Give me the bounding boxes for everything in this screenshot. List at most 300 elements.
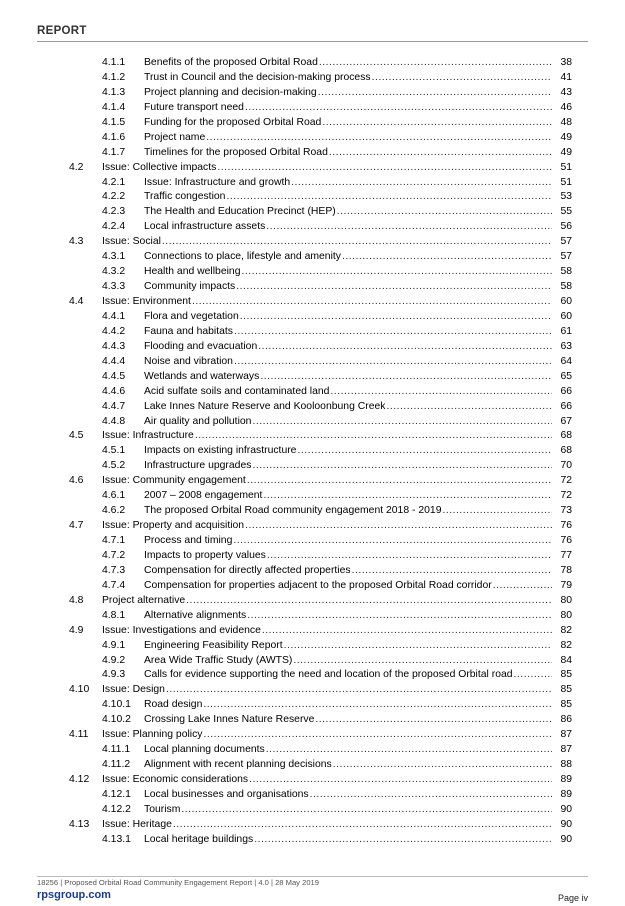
- toc-entry-page: 49: [559, 146, 572, 161]
- toc-entry-text: [144, 265, 552, 280]
- toc-entry-page: 60: [559, 310, 572, 325]
- toc-entry-page: 90: [559, 803, 572, 818]
- toc-entry[interactable]: [0, 639, 625, 654]
- toc-entry-number: 4.2.1: [102, 176, 126, 188]
- toc-entry-page: 68: [559, 429, 572, 444]
- dot-leader: [333, 758, 552, 773]
- toc-entry-number: 4.4.5: [102, 370, 126, 382]
- toc-entry-title: Issue: Planning policy: [102, 728, 204, 743]
- dot-leader: [342, 250, 552, 265]
- toc-entry[interactable]: [0, 265, 625, 280]
- toc-entry-title: Infrastructure upgrades: [144, 459, 252, 474]
- toc-entry-page: 43: [559, 86, 572, 101]
- toc-entry-number: 4.2.2: [102, 191, 126, 203]
- toc-entry-number: 4.5.2: [102, 460, 126, 472]
- toc-entry-number: 4.3.3: [102, 281, 126, 293]
- toc-entry-page: 82: [559, 624, 572, 639]
- dot-leader: [322, 116, 552, 131]
- dot-leader: [267, 549, 552, 564]
- toc-entry-title: Area Wide Traffic Study (AWTS): [144, 654, 293, 669]
- toc-entry-page: 90: [559, 833, 572, 848]
- toc-entry-number: 4.11.1: [102, 744, 131, 756]
- toc-entry-page: 46: [559, 101, 572, 116]
- toc-entry-title: Connections to place, lifestyle and amenity: [144, 250, 342, 265]
- toc-entry[interactable]: [0, 340, 625, 355]
- toc-entry[interactable]: [0, 624, 625, 639]
- toc-entry[interactable]: [0, 161, 625, 176]
- toc-entry-text: [144, 698, 552, 713]
- toc-entry-page: 63: [559, 340, 572, 355]
- toc-entry-title: Lake Innes Nature Reserve and Kooloonbung Creek: [144, 400, 386, 415]
- toc-entry[interactable]: [0, 713, 625, 728]
- toc-entry-title: Health and wellbeing: [144, 265, 241, 280]
- toc-entry[interactable]: [0, 444, 625, 459]
- toc-entry-text: [144, 654, 552, 669]
- toc-entry-title: Issue: Heritage: [102, 818, 173, 833]
- toc-entry-page: 72: [559, 474, 572, 489]
- header-divider: [37, 41, 588, 42]
- toc-entry-number: 4.2.3: [102, 206, 126, 218]
- toc-entry-number: 4.4.3: [102, 340, 126, 352]
- toc-entry[interactable]: [0, 280, 625, 295]
- toc-entry-title: 2007 – 2008 engagement: [144, 489, 263, 504]
- toc-entry[interactable]: [0, 385, 625, 400]
- toc-entry-page: 61: [559, 325, 572, 340]
- toc-entry-title: Road design: [144, 698, 203, 713]
- dot-leader: [262, 624, 552, 639]
- toc-entry-title: Air quality and pollution: [144, 415, 252, 430]
- toc-entry-title: Issue: Environment: [102, 295, 192, 310]
- dot-leader: [263, 489, 552, 504]
- toc-entry-number: 4.5.1: [102, 445, 126, 457]
- toc-entry-title: Community impacts: [144, 280, 236, 295]
- toc-entry[interactable]: [0, 101, 625, 116]
- toc-entry-page: 76: [559, 534, 572, 549]
- toc-entry-number: 4.7.1: [102, 535, 126, 546]
- toc-entry-number: 4.1.2: [102, 71, 126, 83]
- toc-entry-number: 4.1.5: [102, 116, 126, 128]
- toc-entry-page: 68: [559, 444, 572, 459]
- toc-entry-page: 80: [559, 609, 572, 624]
- dot-leader: [247, 474, 552, 489]
- toc-entry-text: [144, 549, 552, 564]
- toc-entry[interactable]: [0, 370, 625, 385]
- toc-entry[interactable]: [0, 668, 625, 683]
- dot-leader: [260, 370, 552, 385]
- toc-entry-number: 4.8: [69, 594, 84, 606]
- toc-entry-title: Tourism: [144, 803, 181, 818]
- toc-entry-page: 66: [559, 400, 572, 415]
- toc-entry-title: The Health and Education Precinct (HEP): [144, 205, 337, 220]
- toc-entry-number: 4.4.7: [102, 400, 126, 412]
- dot-leader: [226, 190, 552, 205]
- dot-leader: [245, 519, 552, 534]
- dot-leader: [319, 56, 552, 71]
- toc-entry-page: 78: [559, 564, 572, 579]
- toc-entry[interactable]: [0, 818, 625, 833]
- dot-leader: [318, 86, 552, 101]
- dot-leader: [315, 713, 552, 728]
- dot-leader: [293, 654, 552, 669]
- footer-document-info: 18256 | Proposed Orbital Road Community Engagement Report | 4.0 | 28 May 2019: [37, 878, 319, 887]
- toc-entry-text: [102, 474, 552, 489]
- toc-entry-text: [144, 370, 552, 385]
- toc-entry-text: [144, 205, 552, 220]
- toc-entry-title: Issue: Infrastructure and growth: [144, 176, 291, 191]
- toc-entry-text: [144, 146, 552, 161]
- toc-entry-text: [144, 325, 552, 340]
- toc-entry-text: [102, 519, 552, 534]
- toc-entry-title: Crossing Lake Innes Nature Reserve: [144, 713, 315, 728]
- toc-entry[interactable]: [0, 56, 625, 71]
- toc-entry[interactable]: [0, 534, 625, 549]
- toc-entry-page: 85: [559, 683, 572, 698]
- toc-entry-number: 4.4: [69, 296, 84, 307]
- toc-entry-number: 4.1.4: [102, 101, 126, 113]
- toc-entry-number: 4.1.6: [102, 131, 126, 143]
- toc-entry-number: 4.4.2: [102, 325, 126, 337]
- toc-entry[interactable]: [0, 654, 625, 669]
- toc-entry-text: [144, 743, 552, 758]
- toc-entry-title: Local planning documents: [144, 743, 266, 758]
- toc-entry-number: 4.9.1: [102, 639, 126, 651]
- dot-leader: [330, 385, 552, 400]
- dot-leader: [192, 295, 552, 310]
- toc-entry[interactable]: [0, 489, 625, 504]
- toc-entry-number: 4.11: [69, 729, 89, 741]
- toc-entry-number: 4.3: [69, 236, 84, 248]
- toc-entry-text: [102, 728, 552, 743]
- toc-entry-number: 4.10: [69, 684, 90, 696]
- toc-entry-page: 89: [559, 773, 572, 788]
- dot-leader: [266, 220, 552, 235]
- toc-entry-text: [102, 161, 552, 176]
- dot-leader: [234, 325, 552, 340]
- toc-entry-page: 86: [559, 713, 572, 728]
- toc-entry-page: 82: [559, 639, 572, 654]
- toc-entry-title: Impacts on existing infrastructure: [144, 444, 297, 459]
- dot-leader: [352, 564, 552, 579]
- toc-entry-number: 4.6.2: [102, 505, 126, 517]
- toc-entry-text: [144, 758, 552, 773]
- toc-entry-page: 60: [559, 295, 572, 310]
- toc-entry[interactable]: [0, 773, 625, 788]
- toc-entry-number: 4.12: [69, 774, 90, 785]
- dot-leader: [284, 639, 552, 654]
- toc-entry-number: 4.4.8: [102, 415, 126, 427]
- toc-entry-title: Timelines for the proposed Orbital Road: [144, 146, 329, 161]
- toc-entry-text: [144, 101, 552, 116]
- toc-entry-page: 51: [559, 161, 572, 176]
- toc-entry[interactable]: [0, 728, 625, 743]
- dot-leader: [206, 131, 552, 146]
- table-of-contents: [0, 56, 625, 848]
- toc-entry[interactable]: [0, 415, 625, 430]
- toc-entry-title: Local infrastructure assets: [144, 220, 266, 235]
- dot-leader: [195, 429, 552, 444]
- toc-entry-page: 84: [559, 654, 572, 669]
- toc-entry-number: 4.3.2: [102, 266, 126, 278]
- toc-entry-number: 4.9.3: [102, 669, 126, 681]
- toc-entry-text: [102, 818, 552, 833]
- toc-entry-text: [144, 220, 552, 235]
- toc-entry-title: Issue: Economic considerations: [102, 773, 249, 788]
- toc-entry-title: Noise and vibration: [144, 355, 234, 370]
- toc-entry-text: [102, 295, 552, 310]
- toc-entry-number: 4.11.2: [102, 759, 131, 771]
- dot-leader: [236, 280, 552, 295]
- toc-entry[interactable]: [0, 116, 625, 131]
- toc-entry-title: Project planning and decision-making: [144, 86, 318, 101]
- toc-entry-text: [144, 355, 552, 370]
- toc-entry[interactable]: [0, 833, 625, 848]
- toc-entry-title: Trust in Council and the decision-making process: [144, 71, 372, 86]
- toc-entry[interactable]: [0, 594, 625, 609]
- dot-leader: [258, 340, 552, 355]
- toc-entry[interactable]: [0, 235, 625, 250]
- toc-entry-text: [102, 594, 552, 609]
- dot-leader: [233, 534, 552, 549]
- toc-entry[interactable]: [0, 758, 625, 773]
- toc-entry[interactable]: [0, 190, 625, 205]
- toc-entry-text: [144, 400, 552, 415]
- toc-entry[interactable]: [0, 609, 625, 624]
- toc-entry-number: 4.8.1: [102, 609, 126, 621]
- toc-entry-title: The proposed Orbital Road community engagement 2018 - 2019: [144, 504, 442, 519]
- toc-entry-text: [144, 459, 552, 474]
- toc-entry[interactable]: [0, 176, 625, 191]
- toc-entry[interactable]: [0, 400, 625, 415]
- dot-leader: [252, 415, 552, 430]
- toc-entry-title: Issue: Design: [102, 683, 166, 698]
- toc-entry-page: 66: [559, 385, 572, 400]
- toc-entry-text: [144, 56, 552, 71]
- toc-entry[interactable]: [0, 743, 625, 758]
- toc-entry-text: [102, 683, 552, 698]
- toc-entry-number: 4.7: [69, 520, 84, 532]
- toc-entry-page: 85: [559, 668, 572, 683]
- toc-entry-page: 76: [559, 519, 572, 534]
- toc-entry-title: Traffic congestion: [144, 190, 226, 205]
- toc-entry-text: [102, 235, 552, 250]
- toc-entry-number: 4.2: [69, 161, 84, 173]
- toc-entry-title: Issue: Infrastructure: [102, 429, 195, 444]
- toc-entry-number: 4.7.4: [102, 579, 126, 591]
- toc-entry[interactable]: [0, 86, 625, 101]
- toc-entry-page: 77: [559, 549, 572, 564]
- toc-entry-text: [144, 609, 552, 624]
- toc-entry-number: 4.6.1: [102, 490, 126, 502]
- dot-leader: [310, 788, 552, 803]
- toc-entry-text: [144, 250, 552, 265]
- toc-entry[interactable]: [0, 310, 625, 325]
- toc-entry[interactable]: [0, 295, 625, 310]
- toc-entry[interactable]: [0, 504, 625, 519]
- toc-entry-number: 4.10.1: [102, 699, 131, 711]
- toc-entry-text: [144, 131, 552, 146]
- toc-entry-page: 79: [559, 579, 572, 594]
- toc-entry-page: 56: [559, 220, 572, 235]
- toc-entry[interactable]: [0, 519, 625, 534]
- toc-entry-title: Compensation for directly affected properties: [144, 564, 352, 579]
- toc-entry[interactable]: [0, 429, 625, 444]
- toc-entry[interactable]: [0, 474, 625, 489]
- toc-entry-page: 70: [559, 459, 572, 474]
- toc-entry[interactable]: [0, 698, 625, 713]
- toc-entry-page: 72: [559, 489, 572, 504]
- toc-entry-title: Flooding and evacuation: [144, 340, 258, 355]
- toc-entry[interactable]: [0, 250, 625, 265]
- toc-entry-number: 4.5: [69, 430, 84, 442]
- toc-entry-page: 67: [559, 415, 572, 430]
- dot-leader: [249, 773, 552, 788]
- toc-entry-text: [144, 86, 552, 101]
- toc-entry-page: 89: [559, 788, 572, 803]
- toc-entry-text: [144, 190, 552, 205]
- toc-entry-text: [144, 489, 552, 504]
- toc-entry-page: 58: [559, 265, 572, 280]
- toc-entry-text: [102, 773, 552, 788]
- toc-entry-number: 4.4.6: [102, 385, 126, 397]
- toc-entry[interactable]: [0, 355, 625, 370]
- toc-entry-text: [144, 803, 552, 818]
- dot-leader: [252, 459, 552, 474]
- dot-leader: [291, 176, 552, 191]
- toc-entry-title: Project name: [144, 131, 206, 146]
- toc-entry-text: [144, 564, 552, 579]
- toc-entry-title: Process and timing: [144, 534, 233, 549]
- toc-entry-text: [144, 71, 552, 86]
- toc-entry[interactable]: [0, 205, 625, 220]
- dot-leader: [181, 803, 552, 818]
- page-number: Page iv: [557, 893, 588, 903]
- toc-entry-page: 80: [559, 594, 572, 609]
- dot-leader: [266, 743, 552, 758]
- toc-entry-page: 90: [559, 818, 572, 833]
- toc-entry-text: [144, 310, 552, 325]
- toc-entry-text: [144, 833, 552, 848]
- toc-entry-title: Issue: Community engagement: [102, 474, 247, 489]
- toc-entry-page: 48: [559, 116, 572, 131]
- toc-entry-number: 4.13: [69, 818, 90, 830]
- toc-entry[interactable]: [0, 788, 625, 803]
- toc-entry-text: [144, 579, 552, 594]
- toc-entry-number: 4.2.4: [102, 221, 126, 233]
- toc-entry-page: 87: [559, 728, 572, 743]
- toc-entry-number: 4.3.1: [102, 251, 126, 263]
- toc-entry[interactable]: [0, 683, 625, 698]
- toc-entry-page: 58: [559, 280, 572, 295]
- toc-entry-text: [144, 713, 552, 728]
- toc-entry-text: [144, 340, 552, 355]
- toc-entry-number: 4.9.2: [102, 654, 126, 666]
- toc-entry-text: [144, 788, 552, 803]
- dot-leader: [372, 71, 552, 86]
- toc-entry-number: 4.4.1: [102, 310, 126, 322]
- toc-entry[interactable]: [0, 549, 625, 564]
- toc-entry[interactable]: [0, 459, 625, 474]
- toc-entry-page: 55: [559, 205, 572, 220]
- toc-entry-page: 85: [559, 698, 572, 713]
- report-header: REPORT: [37, 25, 87, 37]
- toc-entry-title: Issue: Investigations and evidence: [102, 624, 262, 639]
- toc-entry-number: 4.7.3: [102, 564, 126, 576]
- dot-leader: [203, 698, 552, 713]
- toc-entry-title: Acid sulfate soils and contaminated land: [144, 385, 330, 400]
- toc-entry-page: 51: [559, 176, 572, 191]
- toc-entry-number: 4.12.1: [102, 788, 131, 800]
- toc-entry-page: 38: [559, 56, 572, 71]
- dot-leader: [173, 818, 552, 833]
- toc-entry-text: [144, 668, 552, 683]
- toc-entry-page: 49: [559, 131, 572, 146]
- toc-entry[interactable]: [0, 71, 625, 86]
- toc-entry-title: Issue: Social: [102, 235, 162, 250]
- toc-entry-number: 4.1.1: [102, 57, 126, 68]
- dot-leader: [186, 594, 552, 609]
- toc-entry-page: 87: [559, 743, 572, 758]
- toc-entry-title: Local businesses and organisations: [144, 788, 310, 803]
- toc-entry-text: [144, 415, 552, 430]
- dot-leader: [162, 235, 552, 250]
- toc-entry-title: Issue: Property and acquisition: [102, 519, 245, 534]
- toc-entry-title: Future transport need: [144, 101, 245, 116]
- toc-entry-number: 4.9: [69, 624, 84, 636]
- toc-entry-text: [144, 176, 552, 191]
- toc-entry-text: [144, 639, 552, 654]
- footer-website[interactable]: rpsgroup.com: [37, 889, 111, 901]
- toc-entry-text: [144, 534, 552, 549]
- dot-leader: [329, 146, 552, 161]
- toc-entry-page: 41: [559, 71, 572, 86]
- toc-entry-title: Fauna and habitats: [144, 325, 234, 340]
- toc-entry[interactable]: [0, 803, 625, 818]
- dot-leader: [245, 101, 552, 116]
- toc-entry-number: 4.7.2: [102, 549, 126, 561]
- dot-leader: [297, 444, 552, 459]
- toc-entry-title: Funding for the proposed Orbital Road: [144, 116, 322, 131]
- toc-entry[interactable]: [0, 579, 625, 594]
- toc-entry[interactable]: [0, 325, 625, 340]
- toc-entry-page: 64: [559, 355, 572, 370]
- toc-entry-title: Benefits of the proposed Orbital Road: [144, 56, 319, 71]
- toc-entry-page: 73: [559, 504, 572, 519]
- toc-entry-title: Flora and vegetation: [144, 310, 240, 325]
- dot-leader: [514, 668, 552, 683]
- footer-divider: [37, 876, 588, 877]
- toc-entry-title: Issue: Collective impacts: [102, 161, 217, 176]
- toc-entry-text: [144, 504, 552, 519]
- toc-entry-text: [102, 624, 552, 639]
- toc-entry[interactable]: [0, 564, 625, 579]
- toc-entry-page: 65: [559, 370, 572, 385]
- toc-entry-page: 57: [559, 235, 572, 250]
- dot-leader: [234, 355, 552, 370]
- toc-entry-number: 4.1.7: [102, 146, 126, 158]
- toc-entry-title: Engineering Feasibility Report: [144, 639, 284, 654]
- toc-entry-title: Calls for evidence supporting the need and location of the proposed Orbital road: [144, 668, 514, 683]
- toc-entry-page: 88: [559, 758, 572, 773]
- toc-entry-title: Impacts to property values: [144, 549, 267, 564]
- toc-entry[interactable]: [0, 220, 625, 235]
- toc-entry[interactable]: [0, 131, 625, 146]
- toc-entry[interactable]: [0, 146, 625, 161]
- toc-entry-number: 4.4.4: [102, 355, 126, 367]
- toc-entry-number: 4.13.1: [102, 833, 131, 845]
- toc-entry-number: 4.6: [69, 475, 84, 487]
- toc-entry-text: [102, 429, 552, 444]
- dot-leader: [241, 265, 552, 280]
